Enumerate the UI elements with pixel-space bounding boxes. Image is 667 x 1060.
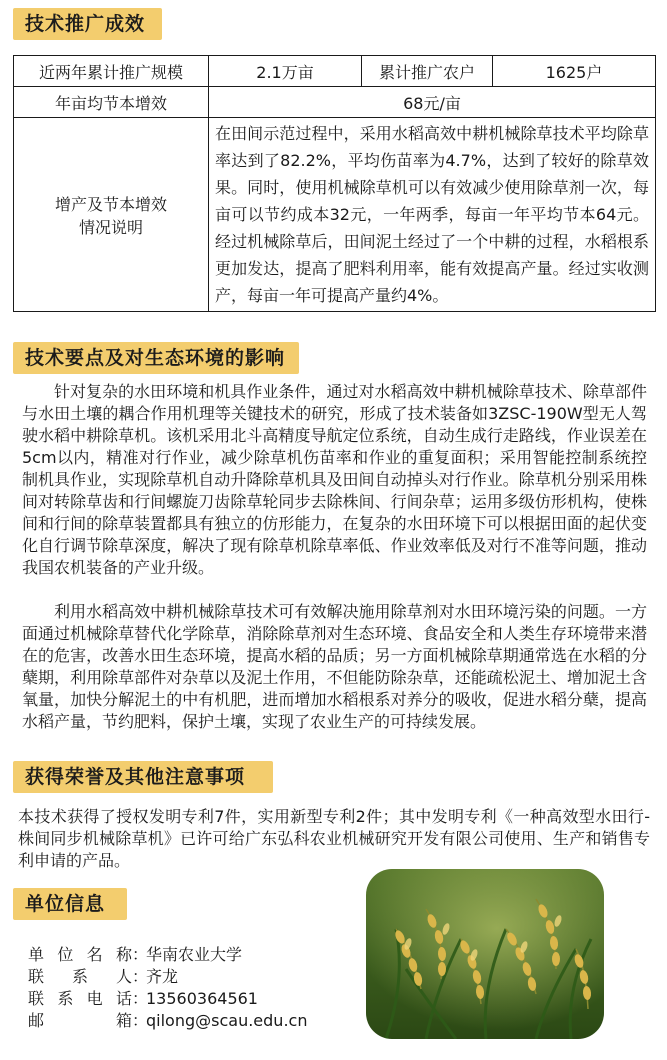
table-row xyxy=(14,56,656,87)
desc-label-line2: 情况说明 xyxy=(78,217,143,237)
table-row xyxy=(14,118,656,312)
unit-separator: ： xyxy=(132,989,149,1008)
unit-row-contact xyxy=(28,966,307,988)
farmers-value: 1625户 xyxy=(493,56,656,87)
section-title-unit-info: 单位信息 xyxy=(13,888,127,920)
unit-row-name xyxy=(28,944,307,966)
unit-label: 单位名称 xyxy=(28,945,132,964)
unit-label: 联系电话 xyxy=(28,989,132,1008)
desc-text: 在田间示范过程中，采用水稻高效中耕机械除草技术平均除草率达到了82.2%，平均伤苗率为4.7%，达到了较好的除草效果。同时，使用机械除草机可以有效减少使用除草剂一次，每亩可以节约成本32元，一年两季，每亩一年平均节本64元。经过机械除草后，田间泥土经过了一个中耕的过程，水稻根系更加发达，提高了肥料利用率，能有效提高产量。经过实收测产，每亩一年可提高产量约4%。 xyxy=(209,118,656,312)
table-row xyxy=(14,87,656,118)
key-points-paragraph-1: 针对复杂的水田环境和机具作业条件，通过对水稻高效中耕机械除草技术、除草部件与水田土壤的耦合作用机理等关键技术的研究，形成了技术装备如3ZSC-190W型无人驾驶水稻中耕除草机。该机采用北斗高精度导航定位系统，自动生成行走路线，作业误差在5cm以内，精准对行作业，减少除草机伤苗率和作业的重复面积；采用智能控制系统控制机具作业，实现除草机自动升降除草机具及田间自动掉头对行作业。除草机分别采用株间对转除草齿和行间螺旋刀齿除草轮同步去除株间、行间杂草；运用多级仿形机构，使株间和行间的除草装置都具有独立的仿形能力，在复杂的水田环境下可以根据田面的起伏变化自行调节除草深度，解决了现有除草机除草率低、作业效率低及对行不准等问题，推动我国农机装备的产业升级。 xyxy=(22,382,647,577)
unit-info-list xyxy=(28,944,307,1032)
unit-row-phone xyxy=(28,988,307,1010)
section-title-key-points: 技术要点及对生态环境的影响 xyxy=(13,342,299,374)
key-points-paragraph-2: 利用水稻高效中耕机械除草技术可有效解决施用除草剂对水田环境污染的问题。一方面通过机械除草替代化学除草，消除除草剂对生态环境、食品安全和人类生存环境带来潜在的危害，改善水田生态环境，提高水稻的品质；另一方面机械除草期通常选在水稻的分蘖期，利用除草部件对杂草以及泥土作用，不但能防除杂草，还能疏松泥土、增加泥土含氧量，加快分解泥土的中有机肥，进而增加水稻根系对养分的吸收，促进水稻分蘖，提高水稻产量，节约肥料，保护土壤，实现了农业生产的可持续发展。 xyxy=(22,602,647,731)
unit-separator: ： xyxy=(132,945,149,964)
desc-label-line1: 增产及节本增效 xyxy=(54,194,167,214)
desc-label xyxy=(14,118,209,312)
saving-label: 年亩均节本增效 xyxy=(14,87,209,118)
unit-value: 齐龙 xyxy=(146,967,179,986)
promotion-table xyxy=(13,55,656,312)
section-title-promotion: 技术推广成效 xyxy=(13,8,162,40)
unit-value: 13560364561 xyxy=(146,989,258,1008)
unit-label: 邮箱 xyxy=(28,1011,132,1030)
farmers-label: 累计推广农户 xyxy=(362,56,493,87)
unit-value: qilong@scau.edu.cn xyxy=(146,1011,308,1030)
honors-paragraph: 本技术获得了授权发明专利7件，实用新型专利2件；其中发明专利《一种高效型水田行-株间同步机械除草机》已许可给广东弘科农业机械研究开发有限公司使用、生产和销售专利申请的产品。 xyxy=(18,807,650,870)
unit-separator: ： xyxy=(132,1011,149,1030)
scale-value: 2.1万亩 xyxy=(209,56,362,87)
saving-value: 68元/亩 xyxy=(209,87,656,118)
rice-ears-photo xyxy=(366,869,604,1039)
unit-label: 联系人 xyxy=(28,967,132,986)
unit-separator: ： xyxy=(132,967,149,986)
section-title-honors: 获得荣誉及其他注意事项 xyxy=(13,761,273,793)
unit-row-email xyxy=(28,1010,307,1032)
scale-label: 近两年累计推广规模 xyxy=(14,56,209,87)
rice-ears-illustration xyxy=(366,869,604,1039)
unit-value: 华南农业大学 xyxy=(146,945,243,964)
